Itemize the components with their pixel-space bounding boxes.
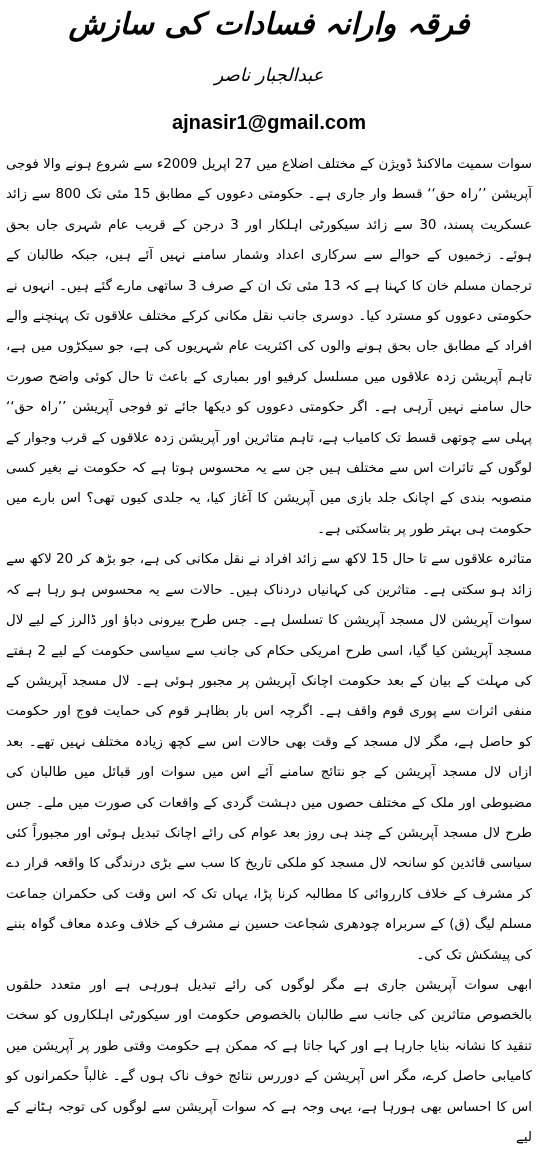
article-body [6, 150, 532, 1153]
article-title: فرقہ وارانہ فسادات کی سازش [68, 7, 470, 42]
author-email: ajnasir1@gmail.com [171, 112, 367, 134]
article-paragraph: متاثرہ علاقوں سے تا حال 15 لاکھ سے زائد افراد نے نقل مکانی کی ہے، جو بڑھ کر 20 لاکھ سے زائد ہو سکتی ہے۔ متاثرین کی کہانیاں دردناک ہیں۔ حالات سے یہ محسوس ہو رہا ہے کہ سوات آپریشن لال مسجد آپریشن کا تسلسل ہے۔ جس طرح بیرونی دباؤ اور ڈالرز کے لیے لال مسجد آپریشن کیا گیا، اسی طرح امریکی حکام کی جانب سے سیاسی حکومت کے لیے 2 ہفتے کی مہلت کے بیان کے بعد حکومت اچانک آپریشن پر مجبور ہوئی ہے۔ لال مسجد آپریشن کے منفی اثرات سے پوری قوم واقف ہے۔ اگرچہ اس بار بظاہر قوم کی حمایت فوج اور حکومت کو حاصل ہے، مگر لال مسجد کے وقت بھی حالات اس سے کچھ زیادہ مختلف نہیں تھے۔ بعد ازاں لال مسجد آپریشن کے جو نتائج سامنے آئے اس میں سوات اور قبائل میں طالبان کی مضبوطی اور ملک کے مختلف حصوں میں دہشت گردی کے واقعات کی صورت میں ملے۔ جس طرح لال مسجد آپریشن کے چند ہی روز بعد عوام کی رائے اچانک تبدیل ہوئی اور مجبوراً کئی سیاسی قائدین کو سانحہ لال مسجد کو ملکی تاریخ کا سب سے بڑی درندگی کا واقعہ قرار دے کر مشرف کے خلاف کارروائی کا مطالبہ کرنا پڑا، یہاں تک کہ اس وقت کی حکمران جماعت مسلم لیگ (ق) کے سربراہ چودھری شجاعت حسین نے مشرف کے خلاف وعدہ معاف گواہ بننے کی پیشکش تک کی۔ [6, 552, 532, 963]
article-paragraph: سوات سمیت مالاکنڈ ڈویژن کے مختلف اضلاع میں 27 اپریل 2009ء سے شروع ہونے والا فوجی آپریشن ’’راہ حق‘‘ قسط وار جاری ہے۔ حکومتی دعووں کے مطابق 15 مئی تک 800 سے زائد عسکریت پسند، 30 سے زائد سیکورٹی اہلکار اور 3 درجن کے قریب عام شہری جاں بحق ہوئے۔ زخمیوں کے حوالے سے سرکاری اعداد وشمار سامنے نہیں آئے ہیں، جبکہ طالبان کے ترجمان مسلم خان کا کہنا ہے کہ 13 مئی تک ان کے صرف 3 ساتھی مارے گئے ہیں۔ انہوں نے حکومتی دعووں کو مسترد کیا۔ دوسری جانب نقل مکانی کرکے مختلف علاقوں تک پہنچنے والے افراد کے مطابق جاں بحق ہونے والوں کی اکثریت عام شہریوں کی ہے، جو سیکڑوں میں ہے، تاہم آپریشن زدہ علاقوں میں مسلسل کرفیو اور بمباری کے باعث تا حال کوئی واضح صورت حال سامنے نہیں آرہی ہے۔ اگر حکومتی دعووں کو دیکھا جائے تو فوجی آپریشن ’’راہ حق‘‘ پہلی سے چوتھی قسط تک کامیاب ہے، تاہم متاثرین اور آپریشن زدہ علاقوں کے قرب وجوار کے لوگوں کے تاثرات اس سے مختلف ہیں جن سے یہ محسوس ہوتا ہے کہ حکومت نے بغیر کسی منصوبہ بندی کے اچانک جلد بازی میں آپریشن کا آغاز کیا، یہ جلدی کیوں تھی؟ اس بارے میں حکومت ہی بہتر طور پر بتاسکتی ہے۔ [6, 157, 533, 537]
article-author: عبدالجبار ناصر [214, 65, 324, 86]
article-paragraph: ابھی سوات آپریشن جاری ہے مگر لوگوں کی رائے تبدیل ہورہی ہے اور متعدد حلقوں بالخصوص متاثرین کی جانب سے طالبان بالخصوص حکومت اور سیکورٹی اہلکاروں کو سخت تنقید کا نشانہ بنایا جارہا ہے اور کہا جاتا ہے کہ ممکن ہے حکومت وقتی طور پر آپریشن میں کامیابی حاصل کرے، مگر اس آپریشن کے دوررس نتائج خوف ناک ہوں گے۔ غالباً حکمرانوں کو اس کا احساس بھی ہورہا ہے، یہی وجہ ہے کہ سوات آپریشن سے لوگوں کی توجہ ہٹانے کے لیے [6, 977, 532, 1145]
